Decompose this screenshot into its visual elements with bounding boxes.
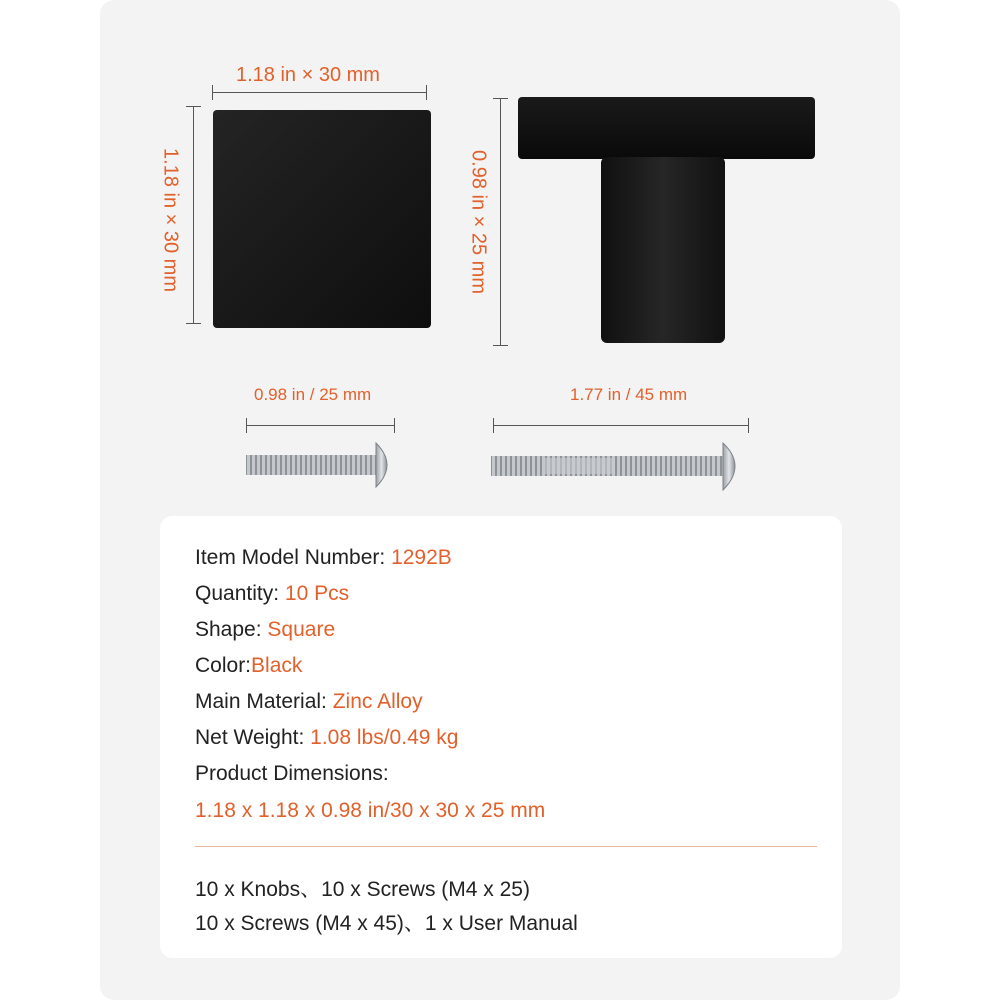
package-contents-line-2: 10 x Screws (M4 x 45)、1 x User Manual (195, 912, 578, 935)
spec-value: 1.08 lbs/0.49 kg (310, 726, 459, 749)
front-width-line (212, 92, 427, 93)
side-height-label: 0.98 in × 25 mm (467, 150, 490, 294)
screw-long-image (485, 440, 760, 495)
tick (493, 418, 494, 433)
spec-dimensions-value (195, 799, 545, 823)
tick (246, 418, 247, 433)
spec-material (195, 690, 423, 714)
spec-color (195, 654, 302, 678)
spec-label: Product Dimensions: (195, 762, 389, 785)
tick (212, 85, 213, 100)
screw-long-line (493, 425, 749, 426)
tick (493, 345, 508, 346)
spec-value: 1292B (391, 546, 452, 569)
screw-short-label: 0.98 in / 25 mm (254, 385, 372, 404)
screw-long-label: 1.77 in / 45 mm (570, 385, 688, 404)
spec-value: 1.18 x 1.18 x 0.98 in/30 x 30 x 25 mm (195, 799, 546, 822)
spec-label: Color: (195, 654, 252, 677)
spec-value: Zinc Alloy (332, 690, 423, 713)
front-width-label: 1.18 in × 30 mm (236, 64, 380, 86)
screw-short-line (246, 425, 395, 426)
spec-label: Main Material: (195, 690, 333, 713)
tick (186, 323, 201, 324)
spec-label: Net Weight: (195, 726, 311, 749)
spec-label: Shape: (195, 618, 268, 641)
spec-card (160, 516, 842, 958)
divider (195, 846, 817, 847)
spec-value: 10 Pcs (284, 582, 350, 605)
spec-dimensions (195, 762, 389, 786)
knob-front-image (205, 104, 435, 332)
tick (426, 85, 427, 100)
knob-side-image (515, 95, 820, 350)
tick (493, 98, 508, 99)
side-height-line (500, 98, 501, 346)
screw-short-image (240, 440, 405, 490)
spec-label: Item Model Number: (195, 546, 392, 569)
spec-model (195, 546, 452, 570)
spec-value: Black (251, 654, 303, 677)
spec-value: Square (267, 618, 336, 641)
spec-shape (195, 618, 335, 642)
front-height-label: 1.18 in × 30 mm (159, 148, 182, 292)
spec-quantity (195, 582, 349, 606)
tick (186, 106, 201, 107)
tick (394, 418, 395, 433)
tick (748, 418, 749, 433)
package-contents-line-1: 10 x Knobs、10 x Screws (M4 x 25) (195, 878, 530, 901)
spec-weight (195, 726, 458, 750)
front-height-line (193, 106, 194, 324)
spec-label: Quantity: (195, 582, 285, 605)
